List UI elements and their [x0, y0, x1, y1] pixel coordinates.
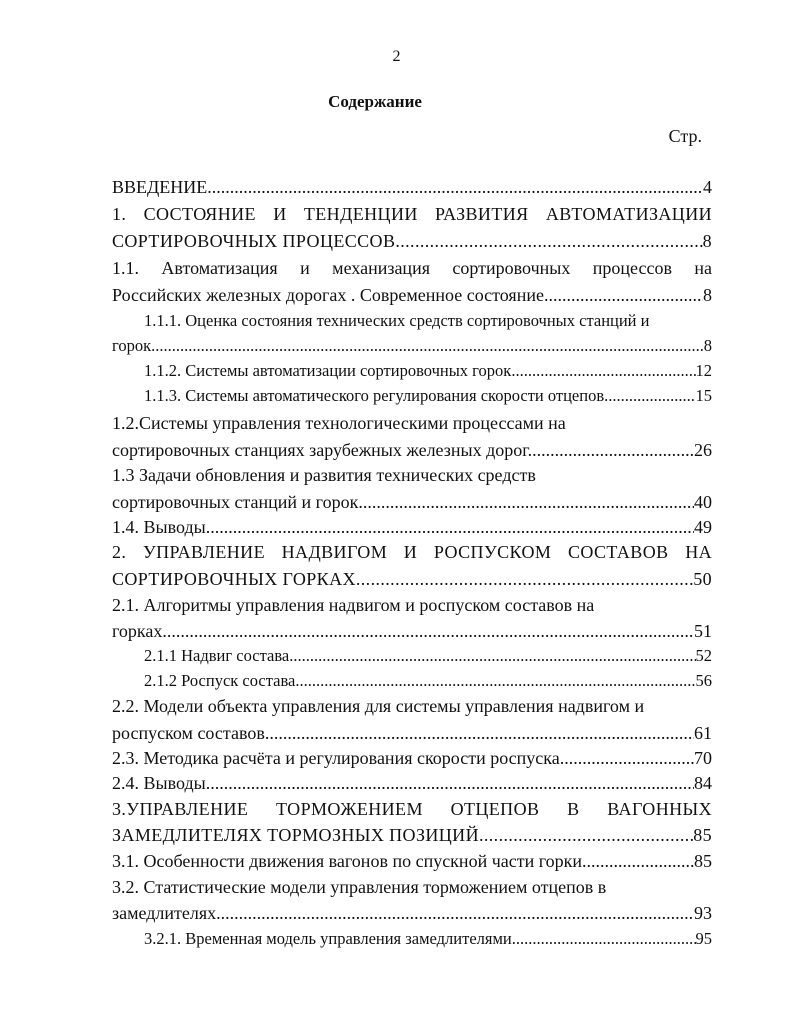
toc-entry-title: роспуском составов. — [112, 723, 270, 743]
toc-entry-title: 2.1.2 Роспуск состава — [144, 671, 296, 690]
toc-entry — [112, 849, 712, 873]
toc-entry-page: 50 — [693, 569, 712, 589]
toc-entry-page: 15 — [695, 386, 712, 405]
toc-entry: 1.1.1. Оценка состояния технических средств сортировочных станций и — [144, 311, 650, 330]
toc-entry-continuation — [112, 619, 712, 643]
toc-entry-continuation — [112, 567, 712, 591]
toc-entry: 2.2. Модели объекта управления для системы управления надвигом и — [112, 696, 645, 716]
toc-entry-title: Российских железных дорогах . Современное состояние — [112, 285, 544, 305]
toc-entry-page: 93 — [694, 903, 712, 923]
toc-entry-title: 1.4. Выводы. — [112, 517, 211, 537]
page-number: 2 — [392, 48, 401, 65]
toc-entry: 3.УПРАВЛЕНИЕ ТОРМОЖЕНИЕМ ОТЦЕПОВ В ВАГОННЫХ — [112, 799, 712, 819]
toc-entry-title: СОРТИРОВОЧНЫХ ГОРКАХ. — [112, 569, 361, 589]
toc-entry-title: 3.2.1. Временная модель управления замедлителями — [144, 929, 512, 948]
toc-entry-page: 49 — [694, 517, 712, 537]
toc-entry-page: 8 — [703, 336, 712, 355]
toc-entry-title: СОРТИРОВОЧНЫХ ПРОЦЕССОВ — [112, 231, 396, 251]
toc-entry-page: 70 — [694, 748, 712, 768]
toc-entry: 1.2.Системы управления технологическими процессами на — [112, 413, 566, 433]
toc-entry-continuation — [112, 438, 712, 462]
toc-entry: 2.1. Алгоритмы управления надвигом и роспуском составов на — [112, 595, 595, 615]
toc-entry-title: горках. — [112, 621, 167, 641]
toc-entry-page: 51 — [694, 621, 712, 641]
toc-entry-title: сортировочных станциях зарубежных железных дорог. — [112, 440, 533, 460]
toc-entry — [144, 927, 712, 951]
toc-entry-page: 8 — [703, 285, 712, 305]
toc-entry — [144, 384, 712, 408]
toc-entry — [144, 359, 712, 383]
toc-entry — [112, 771, 712, 795]
toc-entry-page: 4 — [703, 177, 712, 197]
toc-entry-continuation — [112, 823, 712, 847]
toc-entry-continuation — [112, 721, 712, 745]
toc-entry-title: сортировочных станций и горок. — [112, 492, 363, 512]
toc-entry-title: 3.1. Особенности движения вагонов по спускной части горки — [112, 851, 583, 871]
toc-entry — [144, 644, 712, 668]
toc-entry-title: 2.1.1 Надвиг состава — [144, 646, 290, 665]
toc-entry: 1.1. Автоматизация и механизация сортировочных процессов на — [112, 258, 712, 278]
page-column-label: Стр. — [668, 126, 702, 146]
toc-entry — [112, 746, 712, 770]
toc-entry-title: ЗАМЕДЛИТЕЛЯХ ТОРМОЗНЫХ ПОЗИЦИЙ — [112, 825, 479, 845]
toc-entry-page: 95 — [695, 929, 712, 948]
toc-entry-continuation — [112, 334, 712, 358]
toc-entry-page: 12 — [695, 361, 712, 380]
toc-entry-page: 84 — [694, 773, 712, 793]
page-title: Содержание — [328, 92, 422, 111]
toc-entry-page: 26 — [694, 440, 712, 460]
toc-entry-title: 2.4. Выводы. — [112, 773, 211, 793]
toc-entry-page: 40 — [694, 492, 712, 512]
toc-entry-page: 52 — [695, 646, 712, 665]
toc-entry-continuation — [112, 901, 712, 925]
toc-entry-page: 85 — [693, 825, 712, 845]
toc-entry-page: 61 — [694, 723, 712, 743]
toc-entry-page: 56 — [695, 671, 712, 690]
toc-entry-title: горок — [112, 336, 152, 355]
toc-entry-page: 85 — [694, 851, 712, 871]
toc-entry — [112, 175, 712, 199]
toc-entry-continuation — [112, 490, 712, 514]
toc-entry-title: 1.1.3. Системы автоматического регулирования скорости отцепов — [144, 386, 605, 405]
toc-entry-title: замедлителях. — [112, 903, 221, 923]
toc-entry-page: 8 — [702, 231, 712, 251]
toc-entry-title: ВВЕДЕНИЕ — [112, 177, 208, 197]
toc-entry-continuation — [112, 283, 712, 307]
toc-entry: 2. УПРАВЛЕНИЕ НАДВИГОМ И РОСПУСКОМ СОСТАВОВ НА — [112, 542, 712, 562]
toc-entry-title: 1.1.2. Системы автоматизации сортировочных горок — [144, 361, 512, 380]
toc-entry-title: 2.3. Методика расчёта и регулирования скорости роспуска. — [112, 748, 565, 768]
toc-entry — [112, 515, 712, 539]
toc-entry: 3.2. Статистические модели управления торможением отцепов в — [112, 877, 607, 897]
toc-entry-continuation — [112, 229, 712, 253]
toc-entry: 1. СОСТОЯНИЕ И ТЕНДЕНЦИИ РАЗВИТИЯ АВТОМАТИЗАЦИИ — [112, 204, 712, 224]
toc-entry: 1.3 Задачи обновления и развития технических средств — [112, 465, 536, 485]
toc-entry — [144, 669, 712, 693]
